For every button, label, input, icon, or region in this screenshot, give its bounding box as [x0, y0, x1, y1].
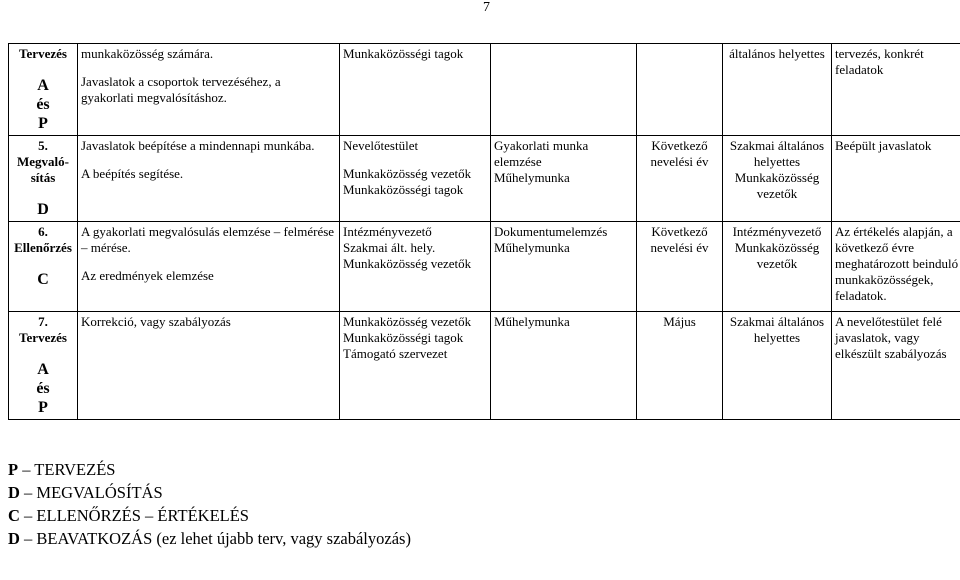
participants-cell: [723, 222, 832, 312]
deadline-cell: [637, 312, 723, 420]
table-row: [9, 44, 960, 136]
result-text: Beépült javaslatok: [835, 138, 932, 153]
responsible-text: Intézményvezető: [343, 224, 432, 239]
activity-text: Az eredmények elemzése: [81, 268, 214, 283]
result-text: Az értékelés alapján, a következő évre meghatározott beinduló munkaközösségek, feladatok.: [835, 224, 959, 303]
participants-text: Szakmai általános helyettes Munkaközösség vezetők: [729, 138, 825, 201]
phase-text: Tervezés: [19, 330, 67, 345]
phase-cell: [9, 136, 78, 222]
table-row: [9, 222, 960, 312]
responsible-text: Munkaközösségi tagok: [343, 330, 464, 345]
responsible-text: Munkaközösségi tagok: [343, 46, 464, 61]
responsible-text: Támogató szervezet: [343, 346, 448, 361]
responsible-text: Munkaközösség vezetők Munkaközösségi tagok: [343, 166, 472, 197]
result-cell: [832, 312, 960, 420]
legend-item-check: C – ELLENŐRZÉS – ÉRTÉKELÉS: [8, 506, 249, 525]
method-text: Gyakorlati munka elemzése: [494, 138, 589, 169]
phase-text: [12, 186, 74, 200]
activity-text: Korrekció, vagy szabályozás: [81, 314, 231, 329]
legend: [8, 458, 411, 550]
responsible-cell: [340, 44, 491, 136]
legend-item-plan: P – TERVEZÉS: [8, 460, 116, 479]
legend-item-act: D – BEAVATKOZÁS (ez lehet újabb terv, vagy szabályozás): [8, 529, 411, 548]
result-cell: [832, 222, 960, 312]
phase-text: C: [37, 271, 49, 288]
activity-text: Javaslatok a csoportok tervezéséhez, a gyakorlati megvalósításhoz.: [81, 74, 281, 105]
table-row: [9, 312, 960, 420]
phase-text: A: [37, 361, 49, 378]
phase-text: és: [36, 96, 50, 113]
phase-text: és: [36, 380, 50, 397]
responsible-cell: [340, 222, 491, 312]
activity-text: A gyakorlati megvalósulás elemzése – felmérése – mérése.: [81, 224, 335, 255]
deadline-text: Május: [663, 314, 696, 329]
method-text: Műhelymunka: [494, 314, 570, 329]
activity-cell: [78, 222, 340, 312]
method-text: Dokumentumelemzés: [494, 224, 608, 239]
responsible-text: Szakmai ált. hely.: [343, 240, 436, 255]
participants-cell: [723, 44, 832, 136]
phase-text: [12, 62, 74, 76]
deadline-text: Következő nevelési év: [650, 224, 709, 255]
method-text: Műhelymunka: [494, 170, 570, 185]
responsible-text: Munkaközösség vezetők: [343, 256, 472, 271]
phase-text: A: [37, 77, 49, 94]
phase-text: Megvaló-: [17, 154, 69, 169]
responsible-text: Nevelőtestület: [343, 138, 419, 153]
activity-cell: [78, 136, 340, 222]
participants-text: általános helyettes: [729, 46, 825, 61]
legend-item-do: D – MEGVALÓSÍTÁS: [8, 483, 163, 502]
method-cell: [491, 44, 637, 136]
phase-text: 7.: [38, 314, 48, 329]
phase-text: [12, 256, 74, 270]
phase-text: P: [38, 115, 48, 132]
method-cell: [491, 312, 637, 420]
phase-text: P: [38, 399, 48, 416]
activity-cell: [78, 44, 340, 136]
result-cell: [832, 44, 960, 136]
phase-text: 5.: [38, 138, 48, 153]
deadline-cell: [637, 44, 723, 136]
action-plan-table: [8, 43, 960, 420]
method-cell: [491, 136, 637, 222]
method-text: Műhelymunka: [494, 240, 570, 255]
phase-cell: [9, 44, 78, 136]
phase-text: sítás: [30, 170, 56, 185]
result-cell: [832, 136, 960, 222]
phase-text: Ellenőrzés: [14, 240, 72, 255]
phase-text: 6.: [38, 224, 48, 239]
deadline-text: Következő nevelési év: [650, 138, 709, 169]
phase-cell: [9, 312, 78, 420]
phase-text: D: [37, 201, 49, 218]
participants-text: Intézményvezető Munkaközösség vezetők: [732, 224, 822, 271]
activity-text: munkaközösség számára.: [81, 46, 214, 61]
result-text: tervezés, konkrét feladatok: [835, 46, 924, 77]
activity-cell: [78, 312, 340, 420]
phase-text: [12, 346, 74, 360]
responsible-cell: [340, 312, 491, 420]
phase-text: Tervezés: [19, 46, 67, 61]
activity-text: Javaslatok beépítése a mindennapi munkába.: [81, 138, 315, 153]
page-number: 7: [483, 0, 490, 15]
table-row: [9, 136, 960, 222]
deadline-cell: [637, 136, 723, 222]
phase-cell: [9, 222, 78, 312]
responsible-cell: [340, 136, 491, 222]
participants-cell: [723, 312, 832, 420]
responsible-text: Munkaközösség vezetők: [343, 314, 472, 329]
participants-text: Szakmai általános helyettes: [729, 314, 825, 345]
activity-text: A beépítés segítése.: [81, 166, 184, 181]
result-text: A nevelőtestület felé javaslatok, vagy elkészült szabályozás: [835, 314, 947, 361]
method-cell: [491, 222, 637, 312]
participants-cell: [723, 136, 832, 222]
deadline-cell: [637, 222, 723, 312]
